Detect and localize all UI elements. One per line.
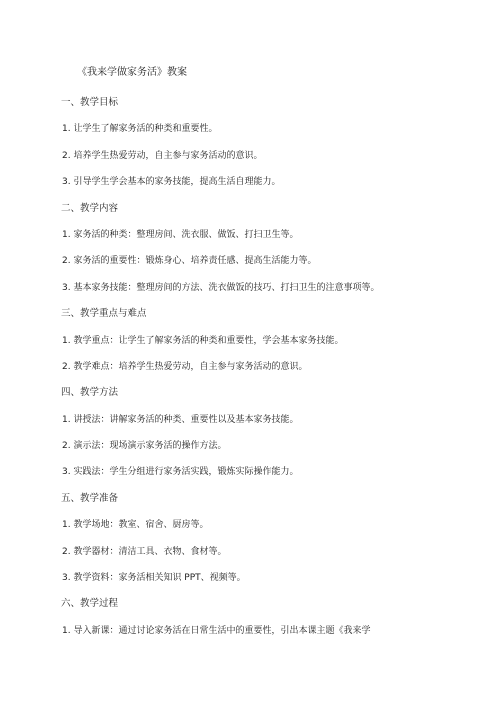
document-title: 《我来学做家务活》教案 [77, 67, 187, 78]
list-item: 1. 教学场地：教室、宿舍、厨房等。 [62, 520, 209, 531]
list-item: 3. 教学资料：家务活相关知识 PPT、视频等。 [62, 573, 246, 584]
section-heading: 六、教学过程 [61, 598, 119, 610]
list-item: 1. 家务活的种类：整理房间、洗衣服、做饭、打扫卫生等。 [62, 229, 299, 240]
section-heading: 四、教学方法 [61, 387, 119, 399]
list-item: 1. 教学重点：让学生了解家务活的种类和重要性，学会基本家务技能。 [62, 335, 344, 346]
list-item: 2. 教学器材：清洁工具、衣物、食材等。 [62, 546, 227, 557]
list-item: 3. 基本家务技能：整理房间的方法、洗衣做饭的技巧、打扫卫生的注意事项等。 [62, 282, 380, 293]
document-body [61, 96, 481, 650]
section-heading: 一、教学目标 [61, 97, 119, 108]
list-item: 1. 讲授法：讲解家务活的种类、重要性以及基本家务技能。 [62, 414, 299, 425]
list-item: 3. 引导学生学会基本的家务技能，提高生活自理能力。 [62, 177, 281, 188]
list-item: 1. 导入新课：通过讨论家务活在日常生活中的重要性，引出本课主题《我来学 [62, 625, 371, 636]
section-heading: 二、教学内容 [61, 202, 119, 214]
section-heading: 三、教学重点与难点 [61, 308, 147, 320]
list-item: 2. 教学难点：培养学生热爱劳动，自主参与家务活动的意识。 [62, 361, 308, 372]
list-item: 2. 演示法：现场演示家务活的操作方法。 [62, 441, 227, 452]
section-heading: 五、教学准备 [61, 492, 119, 504]
list-item: 3. 实践法：学生分组进行家务活实践，锻炼实际操作能力。 [62, 467, 299, 478]
list-item: 1. 让学生了解家务活的种类和重要性。 [62, 124, 218, 135]
list-item: 2. 培养学生热爱劳动，自主参与家务活动的意识。 [62, 150, 263, 161]
list-item: 2. 家务活的重要性：锻炼身心、培养责任感、提高生活能力等。 [62, 256, 317, 267]
